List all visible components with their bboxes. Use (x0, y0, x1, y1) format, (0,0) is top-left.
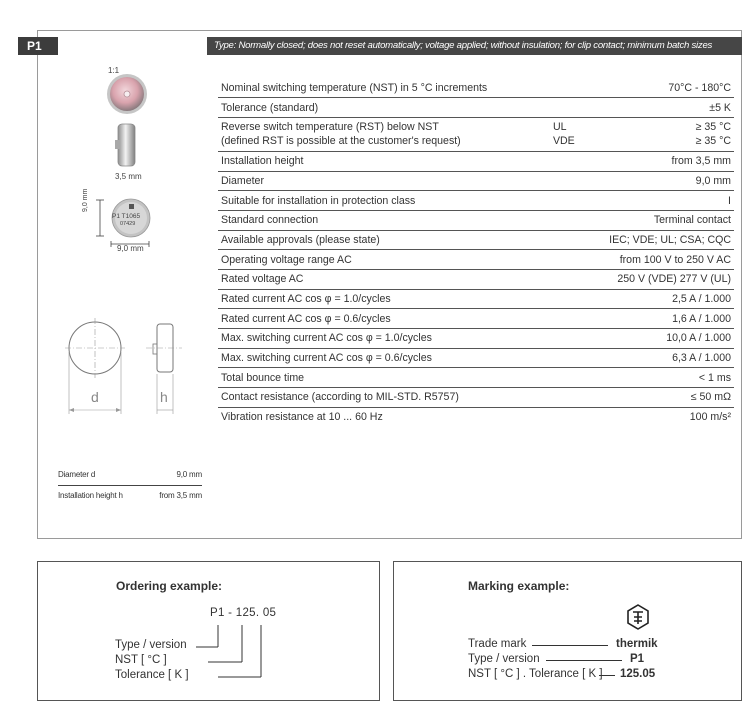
spec-value (606, 117, 734, 151)
spec-row (218, 407, 734, 427)
spec-row (218, 98, 734, 118)
ordering-code: P1 - 125. 05 (210, 607, 277, 619)
spec-row (218, 210, 734, 230)
marking-text-1: P1 T1065 (112, 213, 141, 220)
spec-standard (550, 117, 606, 151)
spec-value: < 1 ms (698, 371, 731, 384)
dim-value: from 3,5 mm (159, 490, 202, 500)
spec-label: Nominal switching temperature (NST) in 5 °C increments (221, 81, 488, 94)
spec-row (218, 329, 734, 349)
spec-label: Rated voltage AC (221, 273, 304, 286)
height-dim-label: 9,0 mm (82, 188, 89, 212)
technical-drawing (62, 316, 200, 416)
spec-row (218, 368, 734, 388)
spec-label: Max. switching current AC cos φ = 1.0/cycles (221, 332, 432, 345)
ordering-title: Ordering example: (116, 579, 223, 593)
spec-standard (550, 368, 606, 388)
dim-name: Diameter d (58, 470, 96, 480)
spec-label (218, 117, 550, 151)
spec-row (218, 388, 734, 408)
spec-standard (550, 230, 606, 250)
spec-standard (550, 289, 606, 309)
marking-value-type: P1 (630, 653, 645, 665)
spec-label: Rated current AC cos φ = 0.6/cycles (221, 312, 391, 325)
spec-standard (550, 78, 606, 98)
spec-value: Terminal contact (653, 214, 731, 227)
spec-row (218, 230, 734, 250)
spec-standard (550, 309, 606, 329)
spec-value: 1,6 A / 1.000 (672, 312, 731, 325)
spec-label: Max. switching current AC cos φ = 0.6/cycles (221, 352, 432, 365)
spec-value: 2,5 A / 1.000 (672, 293, 731, 306)
spec-value: 9,0 mm (695, 174, 731, 187)
spec-row (218, 151, 734, 171)
spec-label: Available approvals (please state) (221, 233, 380, 246)
marking-text-2: 07429 (120, 221, 136, 227)
width-dim-label: 9,0 mm (117, 244, 144, 253)
ordering-line-type: Type / version (115, 639, 187, 651)
spec-row (218, 270, 734, 290)
spec-label: Total bounce time (221, 371, 305, 384)
marking-example-box (393, 561, 742, 701)
marking-value-nst: 125.05 (620, 668, 656, 680)
spec-value: 6,3 A / 1.000 (672, 352, 731, 365)
scale-label: 1:1 (108, 66, 120, 75)
marking-label-type: Type / version (468, 653, 540, 665)
dim-name: Installation height h (58, 490, 123, 500)
spec-value: 70°C - 180°C (668, 81, 731, 94)
spec-value: 250 V (VDE) 277 V (UL) (617, 273, 731, 286)
spec-standard (550, 98, 606, 118)
spec-label: Suitable for installation in protection class (221, 194, 416, 207)
spec-label: Rated current AC cos φ = 1.0/cycles (221, 293, 391, 306)
spec-row (218, 191, 734, 211)
ordering-example-box (37, 561, 380, 701)
spec-standard (550, 329, 606, 349)
spec-standard (550, 191, 606, 211)
spec-row (218, 309, 734, 329)
component-side-photo (114, 122, 142, 168)
ordering-line-nst: NST [ °C ] (115, 654, 167, 666)
ordering-line-tolerance: Tolerance [ K ] (115, 669, 189, 681)
spec-row (218, 117, 734, 151)
dim-row (58, 485, 202, 505)
marking-value-trademark: thermik (616, 638, 658, 650)
product-badge: P1 (18, 37, 58, 55)
spec-label: Tolerance (standard) (221, 101, 319, 114)
type-description-bar: Type: Normally closed; does not reset automatically; voltage applied; without insulation; for clip contact; minimum batch sizes (207, 37, 742, 55)
marking-label-nst: NST [ °C ] . Tolerance [ K ] (468, 668, 603, 680)
marking-title: Marking example: (468, 579, 570, 593)
ordering-leader-lines (188, 625, 268, 685)
spec-value: I (728, 194, 731, 207)
spec-label: Contact resistance (according to MIL-STD. R5757) (221, 391, 459, 404)
spec-standard (550, 171, 606, 191)
spec-standard (550, 250, 606, 270)
spec-standard (550, 348, 606, 368)
spec-value: 10,0 A / 1.000 (666, 332, 731, 345)
spec-row (218, 289, 734, 309)
spec-label: Installation height (221, 155, 304, 168)
spec-value-line2: ≥ 35 °C (695, 135, 731, 148)
spec-value: IEC; VDE; UL; CSA; CQC (609, 233, 731, 246)
marking-leader-3 (599, 675, 615, 676)
height-symbol: h (160, 389, 168, 405)
spec-standard (550, 151, 606, 171)
spec-table (218, 78, 734, 427)
spec-value: from 3,5 mm (671, 155, 731, 168)
spec-row (218, 348, 734, 368)
spec-standard-line1: UL (552, 121, 567, 134)
spec-value: from 100 V to 250 V AC (619, 253, 731, 266)
spec-label-line1: Reverse switch temperature (RST) below NST (221, 121, 439, 134)
spec-label: Diameter (221, 174, 264, 187)
spec-label: Vibration resistance at 10 ... 60 Hz (221, 411, 383, 424)
dim-row (58, 465, 202, 485)
marking-leader-2 (546, 660, 622, 661)
spec-row (218, 78, 734, 98)
side-dim-label: 3,5 mm (115, 172, 142, 181)
spec-standard (550, 388, 606, 408)
spec-row (218, 250, 734, 270)
thermik-logo-icon (623, 604, 653, 630)
dim-value: 9,0 mm (176, 470, 202, 480)
spec-value-line1: ≥ 35 °C (695, 121, 731, 134)
spec-row (218, 171, 734, 191)
spec-label: Standard connection (221, 214, 319, 227)
component-top-photo (105, 72, 149, 116)
spec-standard (550, 407, 606, 427)
diameter-symbol: d (91, 389, 99, 405)
spec-standard-line2: VDE (552, 135, 575, 148)
spec-value: ≤ 50 mΩ (690, 391, 731, 404)
marking-leader-1 (532, 645, 608, 646)
marking-label-trademark: Trade mark (468, 638, 527, 650)
spec-standard (550, 210, 606, 230)
spec-value: 100 m/s² (689, 411, 731, 424)
dimension-table (58, 465, 202, 505)
spec-standard (550, 270, 606, 290)
spec-value: ±5 K (709, 101, 731, 114)
spec-label-line2: (defined RST is possible at the customer's request) (221, 135, 461, 148)
spec-label: Operating voltage range AC (221, 253, 352, 266)
